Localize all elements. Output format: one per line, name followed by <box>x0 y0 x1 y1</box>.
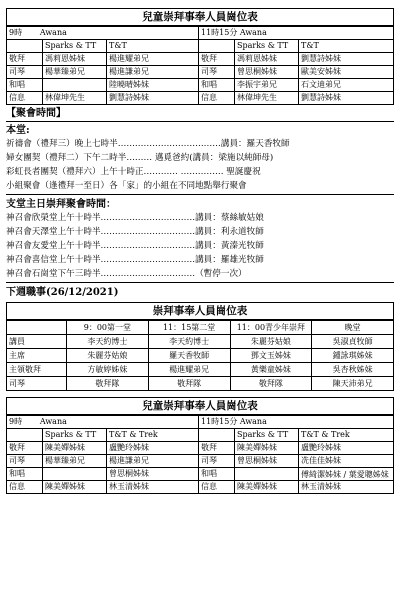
table-row: 主席 朱麗芬姑娘 羅天香牧師 鄧文玉姊妹 鍾詠琪姊妹 <box>7 349 394 363</box>
column-header: Sparks & TT <box>43 40 107 53</box>
gathering-line: 婦女團契（禮拜二）下午二時半……… 邁覓爸約(講員：梁施以純師母) <box>6 153 274 163</box>
table-row: 和唱 陸曉晴姊妹 和唱 李振宇弟兄 石文迪弟兄 <box>7 79 394 92</box>
table-row: 敬拜 陳美嬋姊妹 盧艷玲姊妹 敬拜 陳美嬋姊妹 盧艷玲姊妹 <box>7 442 394 455</box>
column-header: 11：00青少年崇拜 <box>230 320 312 335</box>
table-row: 主領敬拜 方敏婷姊妹 楊進耀弟兄 黃樂童姊妹 吳杏秋姊妹 <box>7 363 394 377</box>
gathering-heading: 【聚會時間】 <box>6 108 66 119</box>
branch-line: 神召會石崗堂下午三時半……………………………（暫停一次） <box>6 269 247 279</box>
table-title: 兒童崇拜事奉人員崗位表 <box>7 398 394 416</box>
column-header: Sparks & TT <box>235 40 299 53</box>
column-header: T&T & Trek <box>107 429 199 442</box>
divider <box>6 121 394 122</box>
session-header <box>7 415 199 429</box>
column-header: 晚堂 <box>312 320 394 335</box>
gathering-line: 小組聚會（逢禮拜一至日）各「家」的小組在不同地點舉行聚會 <box>6 181 247 191</box>
column-header: Sparks & TT <box>235 429 299 442</box>
table-row: 講員 李天約博士 李天約博士 朱麗芬姑娘 吳淑貞牧師 <box>7 335 394 349</box>
gathering-line: 祈禱會（禮拜三）晚上七時半………………………………講員：羅天香牧師 <box>6 139 290 149</box>
session-time: 9時 <box>9 28 23 37</box>
table-row: 司琴 楊華臻弟兄 楊進謙弟兄 司琴 曾思桐姊妹 冼佳佳姊妹 <box>7 455 394 468</box>
column-header: T&T <box>299 40 394 53</box>
table-title: 崇拜事奉人員崗位表 <box>7 303 394 321</box>
column-header: Sparks & TT <box>43 429 107 442</box>
column-header: 9：00第一堂 <box>67 320 149 335</box>
branch-line: 神召會天澤堂上午十時半……………………………講員：利永道牧師 <box>6 227 264 237</box>
table-row: 和唱 曾思桐姊妹 和唱 傅綺潔姊妹 / 葉愛聰姊妹 <box>7 468 394 481</box>
table-row: 信息 陳美嬋姊妹 林玉清姊妹 信息 陳美嬋姊妹 林玉清姊妹 <box>7 481 394 494</box>
kids-roster-table-2 <box>6 397 394 494</box>
branch-line: 神召會欣榮堂上午十時半……………………………講員：蔡絲敏姑娘 <box>6 213 264 223</box>
column-header: 11：15第二堂 <box>148 320 230 335</box>
divider <box>6 194 394 195</box>
divider <box>6 282 394 283</box>
gathering-line: 彩虹長者團契（禮拜六）上午十時正………… …………… 聖誕慶祝 <box>6 167 261 177</box>
column-header: T&T & Trek <box>299 429 394 442</box>
table-row: 敬拜 馮莉恩姊妹 楊進耀弟兄 敬拜 馮莉恩姊妹 劉慧詩姊妹 <box>7 53 394 66</box>
main-hall-heading: 本堂: <box>6 125 30 136</box>
branch-heading: 支堂主日崇拜聚會時間： <box>6 199 116 210</box>
table-row: 信息 林偉坤先生 劉慧詩姊妹 信息 林偉坤先生 劉慧詩姊妹 <box>7 92 394 105</box>
next-week-heading: 下週職事(26/12/2021) <box>6 287 119 298</box>
branch-line: 神召會友愛堂上午十時半……………………………講員：黃溱光牧師 <box>6 241 264 251</box>
branch-line: 神召會喜信堂上午十時半……………………………講員：羅雄光牧師 <box>6 255 264 265</box>
kids-roster-table-1 <box>6 8 394 105</box>
table-title: 兒童崇拜事奉人員崗位表 <box>7 9 394 27</box>
session-time: 9時 <box>9 417 23 426</box>
worship-roster-table <box>6 302 394 391</box>
session-header: 11時15分 Awana <box>199 26 394 40</box>
session-header <box>7 26 199 40</box>
table-row: 司琴 楊華臻弟兄 楊進謙弟兄 司琴 曾思桐姊妹 歐美安姊妹 <box>7 66 394 79</box>
table-row: 司琴 敬拜隊 敬拜隊 敬拜隊 陳天沛弟兄 <box>7 377 394 391</box>
session-program: Awana <box>39 28 67 37</box>
session-header: 11時15分 Awana <box>199 415 394 429</box>
column-header: T&T <box>107 40 199 53</box>
session-program: Awana <box>39 417 67 426</box>
